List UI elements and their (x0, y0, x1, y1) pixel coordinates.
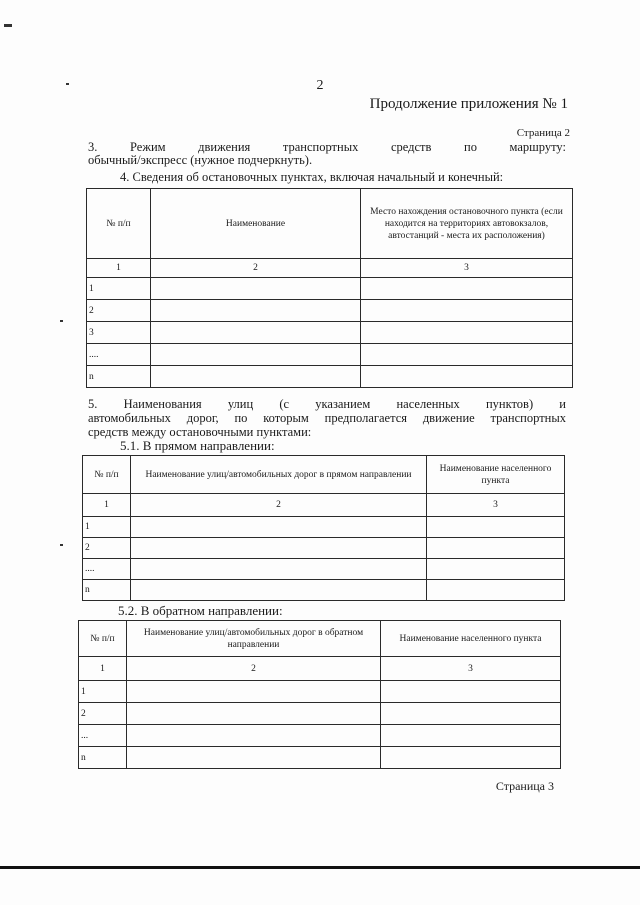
row-number: n (83, 580, 131, 601)
row-number: 1 (87, 278, 151, 300)
column-header: Наименование (151, 189, 361, 259)
row-number: 1 (79, 681, 127, 703)
table-cell[interactable] (427, 517, 565, 538)
table-row (79, 703, 561, 725)
row-number: .... (83, 559, 131, 580)
table-row (83, 559, 565, 580)
table-cell[interactable] (427, 559, 565, 580)
table-cell[interactable] (381, 681, 561, 703)
column-header: Наименование населенного пункта (381, 621, 561, 657)
section-3-text: 3. Режим движения транспортных средств по маршруту: (88, 140, 566, 154)
row-number: 2 (87, 300, 151, 322)
page-bottom-rule (0, 866, 640, 869)
table-row (87, 278, 573, 300)
row-number: 2 (79, 703, 127, 725)
table-cell[interactable] (427, 580, 565, 601)
column-header: Наименование населенного пункта (427, 456, 565, 494)
table-header-row (87, 189, 573, 259)
section-5-2-title: 5.2. В обратном направлении: (118, 603, 283, 618)
page-reference: Страница 2 (516, 127, 570, 139)
table-row (79, 747, 561, 769)
section-5-text: 5. Наименования улиц (с указанием населенных пунктов) и (88, 397, 566, 411)
table-cell[interactable] (151, 366, 361, 388)
column-number: 2 (131, 494, 427, 517)
column-header: № п/п (83, 456, 131, 494)
section-4-title: 4. Сведения об остановочных пунктах, включая начальный и конечный: (120, 170, 504, 184)
table-cell[interactable] (381, 747, 561, 769)
table-cell[interactable] (381, 703, 561, 725)
column-number: 3 (427, 494, 565, 517)
table-row (87, 344, 573, 366)
table-cell[interactable] (131, 580, 427, 601)
table-cell[interactable] (131, 559, 427, 580)
row-number: ... (79, 725, 127, 747)
column-number-row (83, 494, 565, 517)
column-number: 3 (381, 657, 561, 681)
column-header: Наименование улиц/автомобильных дорог в обратном направлении (127, 621, 381, 657)
table-cell[interactable] (151, 278, 361, 300)
table-cell[interactable] (131, 517, 427, 538)
next-page-reference: Страница 3 (495, 779, 554, 793)
table-cell[interactable] (151, 344, 361, 366)
column-header: № п/п (87, 189, 151, 259)
column-number-row (79, 657, 561, 681)
scan-speck (4, 24, 12, 27)
scan-speck (60, 544, 63, 546)
column-number: 1 (87, 259, 151, 278)
appendix-continuation-heading: Продолжение приложения № 1 (369, 96, 568, 112)
table-cell[interactable] (427, 538, 565, 559)
section-5-text-cont: автомобильных дорог, по которым предполагается движение транспортных (88, 411, 566, 425)
section-5-text-end: средств между остановочными пунктами: (88, 425, 312, 439)
table-cell[interactable] (361, 344, 573, 366)
table-cell[interactable] (361, 366, 573, 388)
row-number: n (79, 747, 127, 769)
table-header-row (79, 621, 561, 657)
table-cell[interactable] (127, 725, 381, 747)
column-header: Наименование улиц/автомобильных дорог в прямом направлении (131, 456, 427, 494)
row-number: 1 (83, 517, 131, 538)
column-number-row (87, 259, 573, 278)
table-row (83, 538, 565, 559)
scan-speck (60, 320, 63, 322)
column-number: 1 (79, 657, 127, 681)
section-3-text-cont: обычный/экспресс (нужное подчеркнуть). (88, 153, 313, 167)
row-number: 3 (87, 322, 151, 344)
forward-route-table (82, 455, 565, 601)
table-cell[interactable] (127, 703, 381, 725)
column-number: 2 (127, 657, 381, 681)
page-number: 2 (316, 78, 324, 93)
table-row (79, 725, 561, 747)
column-number: 2 (151, 259, 361, 278)
table-cell[interactable] (151, 322, 361, 344)
reverse-route-table (78, 620, 561, 769)
table-row (83, 580, 565, 601)
column-header: Место нахождения остановочного пункта (если находится на территориях автовокзалов, автостанций - места их расположения) (361, 189, 573, 259)
table-cell[interactable] (151, 300, 361, 322)
section-5-1-title: 5.1. В прямом направлении: (120, 438, 275, 453)
column-header: № п/п (79, 621, 127, 657)
table-row (87, 322, 573, 344)
table-cell[interactable] (361, 322, 573, 344)
table-cell[interactable] (127, 681, 381, 703)
table-row (83, 517, 565, 538)
row-number: 2 (83, 538, 131, 559)
table-cell[interactable] (127, 747, 381, 769)
row-number: n (87, 366, 151, 388)
table-cell[interactable] (361, 300, 573, 322)
column-number: 3 (361, 259, 573, 278)
table-row (87, 366, 573, 388)
stops-table (86, 188, 573, 388)
column-number: 1 (83, 494, 131, 517)
table-cell[interactable] (381, 725, 561, 747)
row-number: .... (87, 344, 151, 366)
table-header-row (83, 456, 565, 494)
table-row (79, 681, 561, 703)
table-cell[interactable] (361, 278, 573, 300)
table-row (87, 300, 573, 322)
table-cell[interactable] (131, 538, 427, 559)
